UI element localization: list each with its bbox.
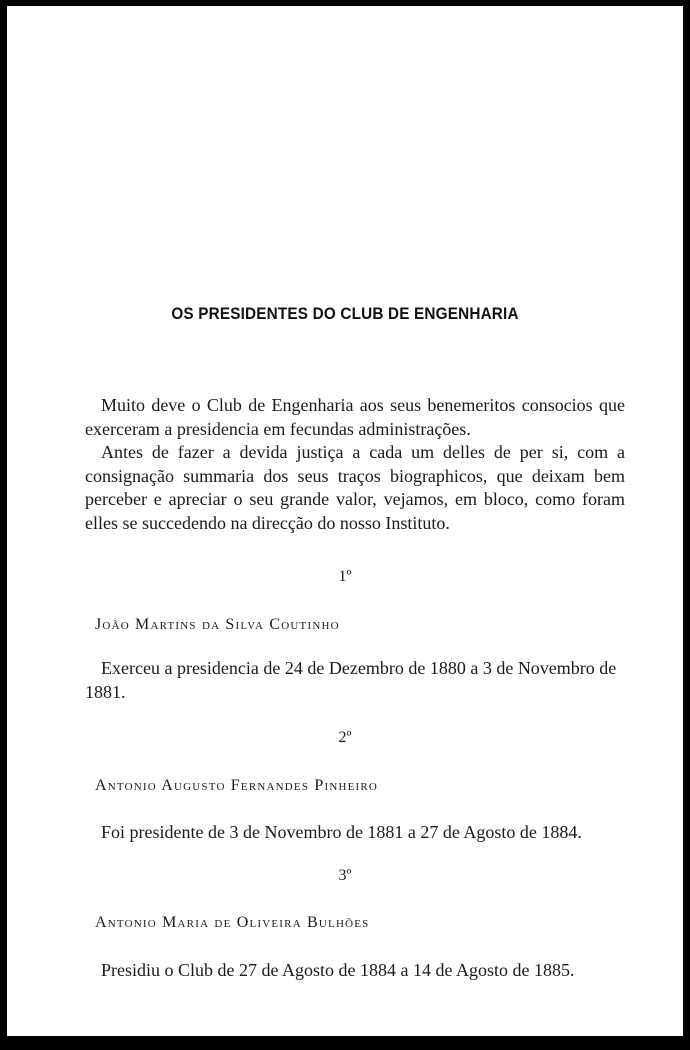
- president-name-1: João Martins da Silva Coutinho: [95, 616, 340, 633]
- president-term-text-3: Presidiu o Club de 27 de Agosto de 1884 a 14 de Agosto de 1885.: [101, 960, 575, 980]
- intro-paragraph-2: [85, 441, 625, 535]
- president-term-text-2: Foi presidente de 3 de Novembro de 1881 a 27 de Agosto de 1884.: [101, 822, 582, 842]
- president-name-2: Antonio Augusto Fernandes Pinheiro: [95, 777, 379, 794]
- president-number-3: 3º: [338, 867, 352, 884]
- intro-text-1: Muito deve o Club de Engenharia aos seus benemeritos consocios que exerceram a presidencia em fecundas administrações.: [85, 395, 625, 439]
- president-term-2: [85, 821, 625, 845]
- intro-text-2: Antes de fazer a devida justiça a cada um delles de per si, com a consignação summaria dos seus traços biographicos, que deixam bem perceber e apreciar o seu grande valor, vejamos, em bloco, como foram elles se succedendo na direcção do nosso Instituto.: [85, 442, 625, 533]
- president-name-3: Antonio Maria de Oliveira Bulhões: [95, 914, 370, 931]
- page: [7, 6, 683, 1036]
- president-term-text-1: Exerceu a presidencia de 24 de Dezembro de 1880 a 3 de Novembro de 1881.: [85, 658, 617, 702]
- president-number-2: 2º: [338, 729, 352, 746]
- president-number-1: 1º: [338, 568, 352, 585]
- president-term-1: [85, 657, 625, 704]
- president-term-3: [85, 959, 625, 983]
- page-title: OS PRESIDENTES DO CLUB DE ENGENHARIA: [171, 304, 519, 323]
- intro-paragraph-1: [85, 394, 625, 441]
